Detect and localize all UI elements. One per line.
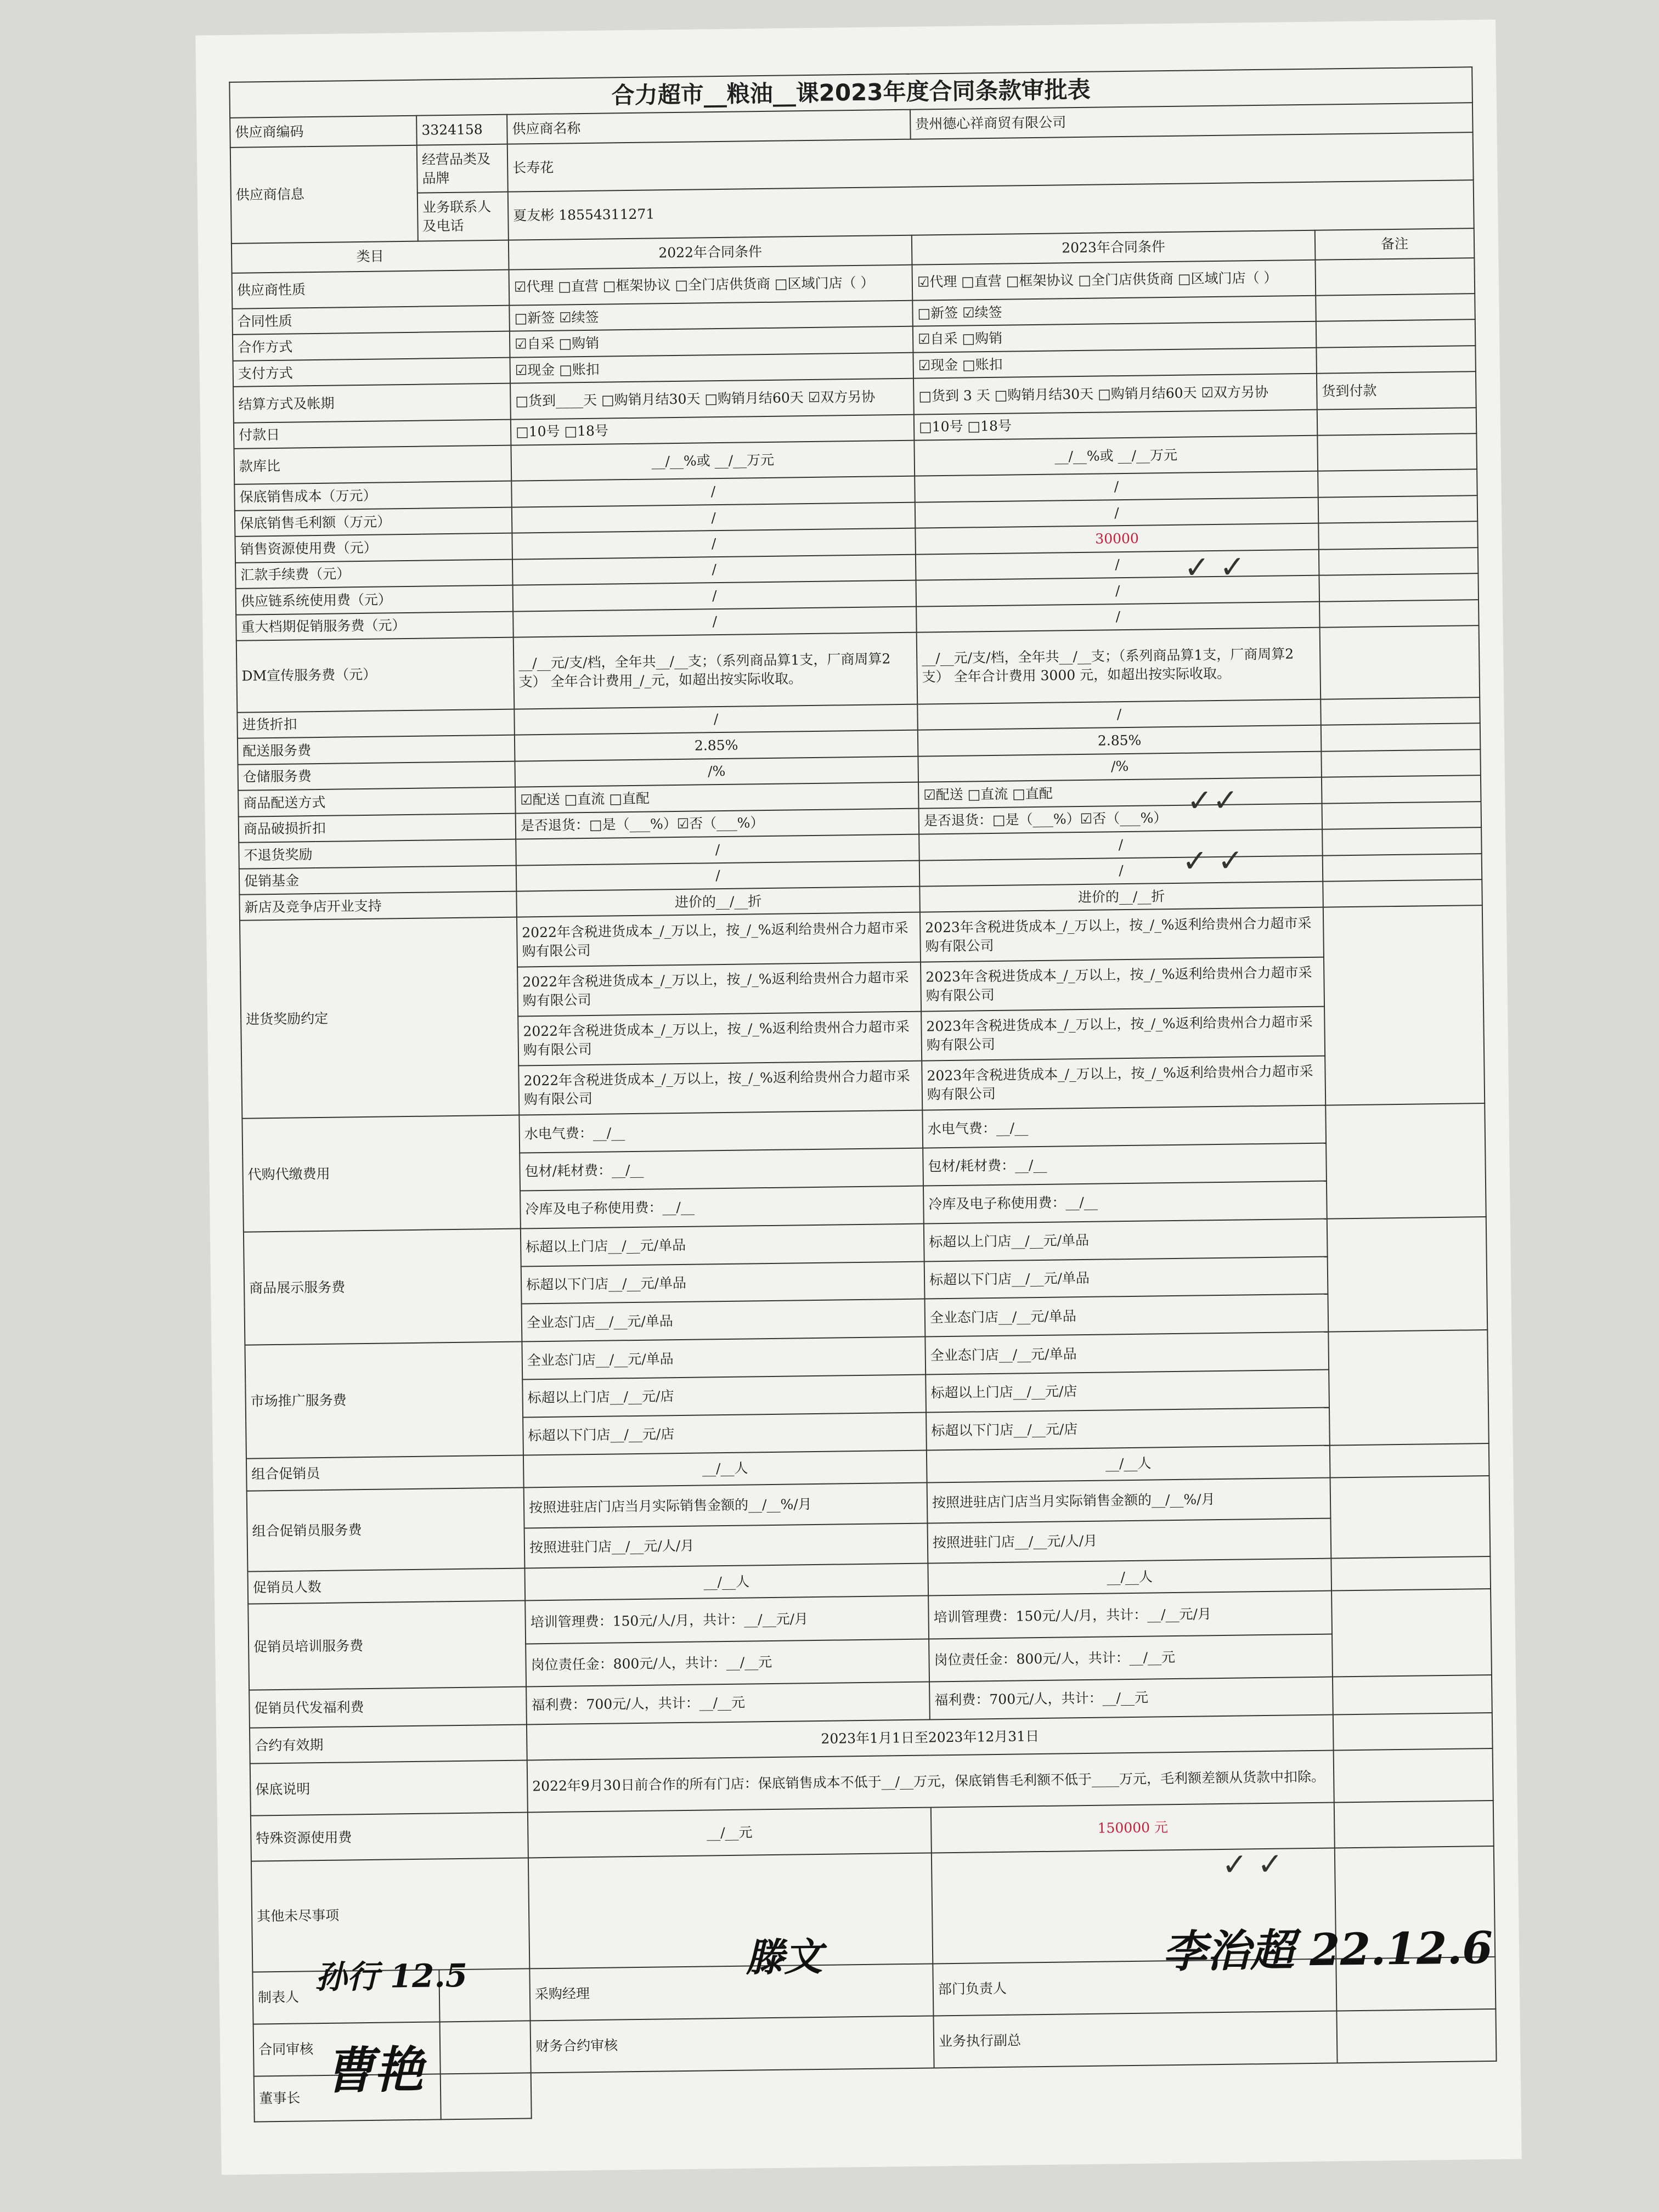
approval-form-table [229, 66, 1497, 2122]
rebate-2023: 2023年含税进货成本_/_万以上，按_/_%返利给贵州合力超市采购有限公司 [921, 957, 1324, 1011]
cell-2022: □10号 □18号 [511, 414, 915, 445]
row-label: 新店及竞争店开业支持 [239, 891, 517, 921]
row-label: 销售资源使用费（元） [235, 533, 512, 563]
group-2023: 冷库及电子称使用费：__/__ [923, 1181, 1327, 1223]
header-remark: 备注 [1315, 228, 1475, 259]
brand-value: 长寿花 [507, 132, 1474, 192]
cell-remark [1322, 827, 1482, 855]
special-fee-2022: __/__元 [528, 1808, 932, 1858]
cell-2023: __/__元/支/档，全年共__/__支；（系列商品算1支，厂商周算2支） 全年合计费用 3000 元，如超出按实际收取。 [917, 628, 1321, 704]
welfare-remark [1333, 1675, 1492, 1714]
cell-2023: □10号 □18号 [914, 409, 1318, 440]
welfare-2023: 福利费：700元/人，共计：__/__元 [929, 1677, 1333, 1720]
promoter_fee-2023: 按照进驻店门店当月实际销售金额的__/__%/月 [927, 1478, 1331, 1523]
rebate-2022: 2022年含税进货成本_/_万以上，按_/_%返利给贵州合力超市采购有限公司 [518, 1011, 922, 1065]
cell-remark [1317, 408, 1477, 436]
guarantee-value: 2022年9月30日前合作的所有门店：保底销售成本不低于__/__万元，保底销售毛利额不低于____万元，毛利额差额从货款中扣除。 [527, 1751, 1334, 1813]
guarantee-label: 保底说明 [250, 1760, 528, 1816]
row-label: 保底销售成本（万元） [234, 481, 512, 511]
promoter_fee-label: 组合促销员服务费 [247, 1487, 525, 1571]
group-2023: 全业态门店__/__元/单品 [925, 1332, 1329, 1375]
cell-2022: / [516, 834, 919, 865]
promoter_count-2023: __/__人 [928, 1559, 1331, 1596]
row-label: 款库比 [234, 445, 511, 484]
cell-2023: 是否退货：□是（___%）☑否（___%） [919, 803, 1323, 834]
cell-2023: / [919, 830, 1323, 860]
cell-2023: __/__%或 __/__万元 [914, 436, 1318, 476]
signature-dept-head: 李治超 22.12.6 [1162, 1921, 1493, 1978]
training-2023: 岗位责任金：800元/人，共计：__/__元 [929, 1634, 1333, 1681]
brand-label: 经营品类及品牌 [417, 144, 508, 193]
special-fee-label: 特殊资源使用费 [251, 1813, 528, 1861]
cell-2022: / [512, 554, 916, 585]
row-label: 进货折扣 [237, 709, 515, 738]
cell-remark [1318, 495, 1478, 523]
rebate-2022: 2022年含税进货成本_/_万以上，按_/_%返利给贵州合力超市采购有限公司 [518, 1061, 922, 1115]
purchase-manager-label: 采购经理 [529, 1963, 933, 2021]
cell-2023: ☑配送 □直流 □直配 [918, 777, 1322, 808]
group-2022: 全业态门店__/__元/单品 [522, 1299, 926, 1342]
supplier-code-label: 供应商编码 [230, 116, 417, 148]
promoter_fee-2022: 按照进驻店门店当月实际销售金额的__/__%/月 [524, 1482, 928, 1528]
cell-2022: 进价的__/__折 [516, 887, 920, 917]
supplier-name: 贵州德心祥商贸有限公司 [910, 103, 1473, 139]
guarantee-remark [1334, 1748, 1493, 1802]
cell-2022: 2.85% [515, 730, 918, 761]
header-2022: 2022年合同条件 [509, 235, 912, 269]
rebate-2022: 2022年含税进货成本_/_万以上，按_/_%返利给贵州合力超市采购有限公司 [517, 912, 921, 967]
exec-vp-sign [1336, 2009, 1496, 2063]
row-label: 供应商性质 [232, 269, 510, 308]
validity-label: 合约有效期 [250, 1724, 527, 1763]
cell-remark [1321, 749, 1481, 777]
promoter_fee-remark [1330, 1476, 1491, 1559]
group-2023: 标超以上门店__/__元/单品 [924, 1218, 1328, 1261]
group-remark [1325, 1103, 1486, 1218]
header-2023: 2023年合同条件 [912, 230, 1316, 264]
cell-remark [1318, 521, 1478, 549]
cell-remark [1318, 469, 1477, 497]
form-title: 合力超市__粮油__课2023年度合同条款审批表 [229, 67, 1472, 118]
cell-remark [1321, 697, 1480, 725]
cell-2023: / [917, 699, 1321, 730]
signature-purchase-manager: 滕文 [745, 1933, 823, 1980]
cell-2022: 是否退货：□是（___%）☑否（___%） [516, 808, 919, 839]
cell-2022: / [513, 606, 917, 637]
group-2023: 全业态门店__/__元/单品 [925, 1294, 1329, 1337]
checkmark-icon: ✓ ✓ [1183, 549, 1246, 586]
cell-remark [1316, 320, 1476, 348]
cell-2022: ☑现金 □账扣 [510, 353, 913, 383]
cell-2022: __/__%或 __/__万元 [511, 441, 915, 481]
cell-2022: / [516, 860, 920, 891]
rebate-2023: 2023年含税进货成本_/_万以上，按_/_%返利给贵州合力超市采购有限公司 [921, 1006, 1325, 1060]
promoter-label: 组合促销员 [246, 1455, 524, 1491]
group-2022: 标超以上门店__/__元/店 [522, 1375, 926, 1418]
training-2023: 培训管理费：150元/人/月，共计：__/__元/月 [928, 1591, 1332, 1639]
cell-remark [1319, 548, 1479, 575]
group-2022: 标超以上门店__/__元/单品 [521, 1223, 924, 1266]
group-remark [1328, 1330, 1489, 1445]
other-2022 [528, 1853, 933, 1969]
group-2023: 包材/耗材费：__/__ [923, 1143, 1327, 1186]
cell-remark [1320, 625, 1480, 699]
group-2023: 标超以下门店__/__元/店 [926, 1407, 1330, 1450]
group-2022: 包材/耗材费：__/__ [520, 1148, 923, 1191]
cell-remark [1323, 854, 1482, 882]
row-label: 付款日 [234, 419, 511, 449]
contract-review-label: 合同审核 [253, 2022, 441, 2076]
cell-remark: 货到付款 [1317, 372, 1476, 410]
signature-contract-review: 曹艳 [324, 2040, 424, 2101]
cell-2022: / [512, 502, 916, 533]
cell-2022: ☑自采 □购销 [510, 326, 913, 357]
cell-2023: 进价的__/__折 [919, 882, 1323, 912]
finance-review-label: 财务合约审核 [531, 2016, 934, 2073]
cell-remark [1319, 573, 1479, 601]
group-label: 商品展示服务费 [244, 1228, 522, 1345]
paper-sheet [195, 20, 1521, 2175]
cell-2023: □货到 3 天 □购销月结30天 □购销月结60天 ☑双方另协 [913, 374, 1317, 414]
cell-2023: ☑代理 □直营 □框架协议 □全门店供货商 □区域门店（ ） [912, 259, 1316, 300]
row-label: 仓储服务费 [238, 761, 516, 791]
row-label: 汇款手续费（元） [235, 559, 513, 589]
validity-value: 2023年1月1日至2023年12月31日 [527, 1714, 1334, 1760]
validity-remark [1333, 1713, 1493, 1751]
cell-2023: / [915, 471, 1318, 502]
checkmark-icon: ✓ ✓ [1221, 1846, 1284, 1883]
supplier-code: 3324158 [416, 115, 507, 145]
contact-value: 夏友彬 18554311271 [508, 180, 1474, 240]
promoter_fee-2023: 按照进驻门店__/__元/人/月 [927, 1518, 1331, 1564]
row-label: 供应链系统使用费（元） [236, 585, 514, 615]
dept-head-label: 部门负责人 [933, 1959, 1336, 2016]
cell-2022: / [514, 704, 918, 735]
cell-2023: ☑现金 □账扣 [913, 348, 1317, 379]
promoter_count-label: 促销员人数 [247, 1568, 525, 1604]
group-2022: 冷库及电子称使用费：__/__ [520, 1186, 924, 1228]
supplier-name-label: 供应商名称 [507, 110, 911, 144]
cell-2023: / [919, 855, 1323, 886]
rebate-label: 进货奖励约定 [240, 917, 519, 1119]
exec-vp-label: 业务执行副总 [933, 2011, 1337, 2068]
group-2023: 标超以下门店__/__元/单品 [924, 1256, 1328, 1299]
group-2022: 水电气费：__/__ [519, 1110, 923, 1153]
cell-2023: /% [918, 751, 1322, 782]
contract-review-sign [440, 2021, 531, 2074]
cell-2023: / [916, 601, 1320, 632]
group-2023: 标超以上门店__/__元/店 [926, 1370, 1329, 1413]
cell-2022: / [511, 476, 915, 507]
row-label: 不退货奖励 [239, 839, 516, 869]
promoter-remark [1330, 1443, 1489, 1478]
row-label: DM宣传服务费（元） [236, 637, 515, 713]
group-2022: 全业态门店__/__元/单品 [522, 1337, 926, 1380]
cell-2022: / [512, 528, 916, 559]
checkmark-icon: ✓✓ [1187, 782, 1239, 819]
group-2022: 标超以下门店__/__元/单品 [521, 1261, 925, 1304]
group-remark [1327, 1217, 1488, 1332]
cell-remark [1322, 802, 1482, 830]
promoter_count-remark [1331, 1556, 1491, 1591]
cell-2022: / [513, 580, 917, 611]
cell-2023: 2.85% [918, 725, 1322, 756]
training-label: 促销员培训服务费 [248, 1601, 526, 1690]
maker-label: 制表人 [252, 1970, 439, 2024]
header-category: 类目 [232, 240, 509, 273]
training-2022: 培训管理费：150元/人/月，共计：__/__元/月 [525, 1596, 929, 1644]
cell-2023: / [916, 549, 1319, 580]
row-label: 配送服务费 [238, 735, 515, 765]
cell-2022: ☑配送 □直流 □直配 [515, 782, 919, 813]
row-label: 支付方式 [233, 358, 511, 387]
group-2022: 标超以下门店__/__元/店 [523, 1412, 927, 1455]
rebate-2023: 2023年含税进货成本_/_万以上，按_/_%返利给贵州合力超市采购有限公司 [922, 1056, 1325, 1110]
rebate-remark [1323, 906, 1485, 1105]
cell-2023: □新签 ☑续签 [912, 296, 1316, 326]
cell-2022: □新签 ☑续签 [509, 301, 913, 331]
group-label: 市场推广服务费 [245, 1342, 523, 1459]
rebate-2022: 2022年含税进货成本_/_万以上，按_/_%返利给贵州合力超市采购有限公司 [517, 962, 921, 1016]
cell-remark [1317, 433, 1477, 471]
promoter-2023: __/__人 [927, 1445, 1330, 1482]
row-label: 合同性质 [232, 306, 510, 335]
row-label: 商品配送方式 [238, 787, 516, 817]
cell-2023: / [915, 497, 1319, 528]
special-fee-2023: 150000 元 [931, 1803, 1335, 1853]
cell-2023: / [916, 575, 1319, 606]
promoter_fee-2022: 按照进驻门店__/__元/人/月 [524, 1523, 928, 1568]
row-label: 商品破损折扣 [239, 813, 516, 843]
group-2023: 水电气费：__/__ [922, 1105, 1326, 1148]
row-label: 重大档期促销服务费（元） [236, 611, 514, 641]
cell-remark [1316, 294, 1475, 321]
cell-remark [1319, 600, 1479, 628]
promoter-2022: __/__人 [523, 1450, 927, 1487]
cell-remark [1322, 775, 1481, 803]
cell-2023: ☑自采 □购销 [913, 321, 1317, 352]
welfare-2022: 福利费：700元/人，共计：__/__元 [526, 1682, 930, 1725]
cell-remark [1321, 723, 1481, 751]
cell-2022: /% [515, 756, 918, 787]
row-label: 结算方式及帐期 [233, 383, 511, 422]
chairman-sign [441, 2073, 532, 2119]
cell-2022: ☑代理 □直营 □框架协议 □全门店供货商 □区域门店（ ） [509, 264, 913, 305]
training-remark [1331, 1589, 1492, 1677]
cell-remark [1323, 879, 1482, 907]
cell-2022: __/__元/支/档，全年共__/__支；（系列商品算1支，厂商周算2支） 全年合计费用_/_元，如超出按实际收取。 [514, 633, 918, 709]
rebate-2023: 2023年含税进货成本_/_万以上，按_/_%返利给贵州合力超市采购有限公司 [920, 907, 1324, 962]
row-label: 合作方式 [233, 331, 510, 361]
cell-remark [1315, 258, 1475, 296]
cell-remark [1316, 346, 1476, 374]
contact-label: 业务联系人及电话 [417, 192, 509, 241]
row-label: 保底销售毛利额（万元） [235, 507, 512, 537]
cell-2023: 30000 [915, 523, 1319, 554]
row-label: 促销基金 [239, 865, 517, 895]
cell-2022: □货到____天 □购销月结30天 □购销月结60天 ☑双方另协 [510, 379, 914, 419]
chairman-label: 董事长 [254, 2074, 441, 2121]
checkmark-icon: ✓ ✓ [1182, 843, 1244, 879]
training-2022: 岗位责任金：800元/人，共计：__/__元 [526, 1639, 929, 1686]
special-fee-remark [1334, 1801, 1494, 1848]
welfare-label: 促销员代发福利费 [249, 1687, 527, 1728]
supplier-info-label: 供应商信息 [230, 145, 418, 244]
signature-maker: 孙行 12.5 [315, 1956, 468, 1996]
promoter_count-2022: __/__人 [524, 1564, 928, 1601]
group-label: 代购代缴费用 [242, 1115, 520, 1232]
other-label: 其他未尽事项 [251, 1858, 529, 1972]
